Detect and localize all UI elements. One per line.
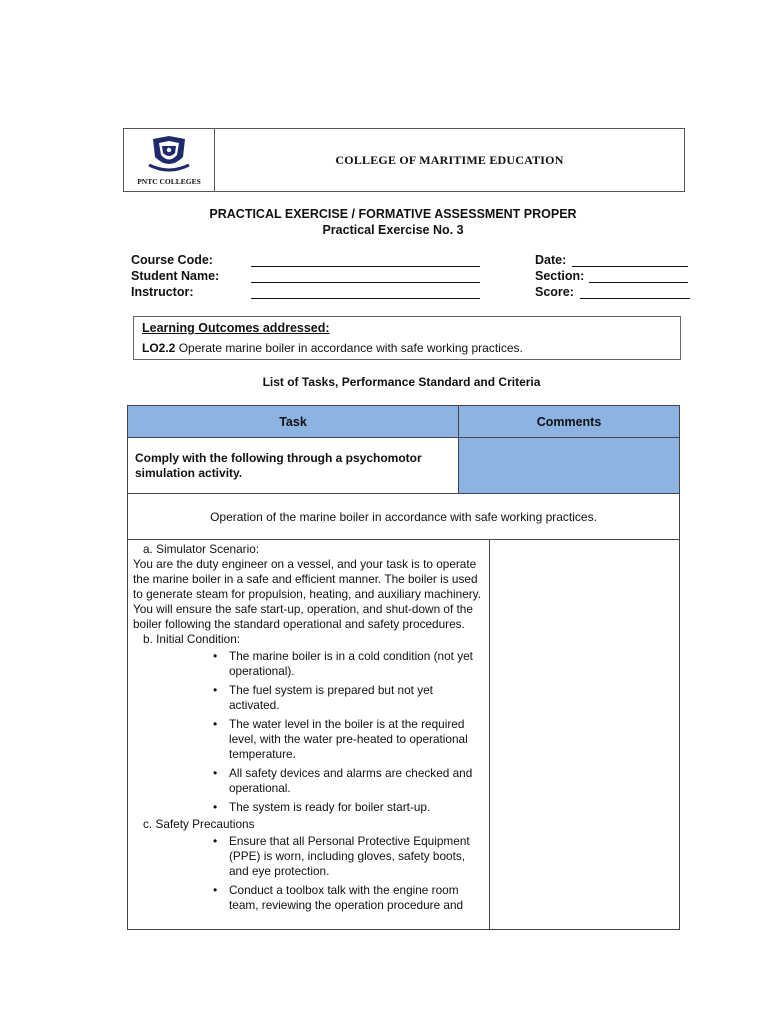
comply-instruction: Comply with the following through a psychomotor simulation activity. [128,438,459,494]
logo [124,129,215,191]
instructor-field[interactable] [251,298,480,299]
student-name-label: Student Name: [131,269,220,283]
section-a-text: You are the duty engineer on a vessel, and your task is to operate the marine boiler in a safe and efficient manner. The boiler is used to generate steam for propulsion, heating, and auxiliary machinery. You will ensure the safe start-up, operation, and shut-down of the boiler following the standard operational and safety procedures. [133,557,481,631]
list-item: • The fuel system is prepared but not yet activated. [133,683,483,713]
operation-row: Operation of the marine boiler in accordance with safe working practices. [128,494,679,540]
comply-comments-cell [459,438,679,494]
safety-precautions-list [133,834,483,913]
exercise-number: Practical Exercise No. 3 [322,223,464,237]
learning-outcome-item [142,341,672,355]
score-label: Score: [535,285,574,299]
instructor-label: Instructor: [131,285,194,299]
task-column-header: Task [128,406,459,438]
section-a-title: a. Simulator Scenario: [143,542,260,556]
score-field[interactable] [580,298,690,299]
tasks-table [127,405,680,930]
section-label: Section: [535,269,585,283]
table-header-row [128,406,679,438]
list-item: • All safety devices and alarms are checked and operational. [133,766,483,796]
learning-outcome-code: LO2.2 [142,341,176,355]
learning-outcomes-title: Learning Outcomes addressed: [142,321,330,335]
page-title: PRACTICAL EXERCISE / FORMATIVE ASSESSMENT PROPER [209,207,577,221]
comply-row [128,438,679,494]
list-item: • The system is ready for boiler start-up. [133,800,483,815]
list-item: • The marine boiler is in a cold condition (not yet operational). [133,649,483,679]
section-c-title: c. Safety Precautions [143,817,255,831]
date-label: Date: [535,253,567,267]
learning-outcome-text: Operate marine boiler in accordance with safe working practices. [175,341,523,355]
list-item: • Ensure that all Personal Protective Equipment (PPE) is worn, including gloves, safety boots, and eye protection. [133,834,483,879]
list-item: • Conduct a toolbox talk with the engine room team, reviewing the operation procedure and [133,883,483,913]
comments-column-header: Comments [459,406,679,438]
task-description [133,542,483,917]
date-field[interactable] [572,266,688,267]
list-item: • The water level in the boiler is at the required level, with the water pre-heated to operational temperature. [133,717,483,762]
comments-column-divider [489,540,490,929]
college-header [123,128,685,192]
college-crest-icon [147,135,191,175]
initial-condition-list [133,649,483,815]
logo-text: PNTC COLLEGES [137,176,201,186]
course-code-label: Course Code: [131,253,213,267]
learning-outcomes-box [133,316,681,360]
tasks-list-title: List of Tasks, Performance Standard and Criteria [262,375,541,389]
college-name: COLLEGE OF MARITIME EDUCATION [335,152,564,167]
student-name-field[interactable] [251,282,480,283]
section-b-title: b. Initial Condition: [143,632,241,646]
course-code-field[interactable] [251,266,480,267]
section-field[interactable] [589,282,688,283]
